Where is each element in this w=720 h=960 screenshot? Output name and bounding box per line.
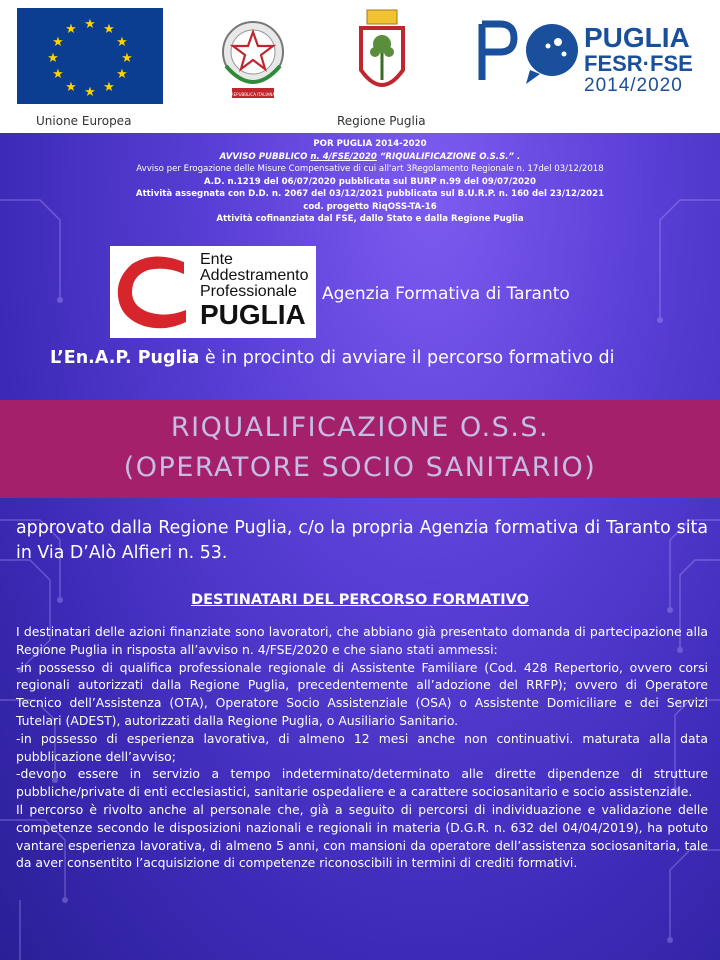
svg-text:★: ★: [84, 85, 96, 100]
fesr-fse: FESR·FSE: [584, 51, 693, 76]
enap-text: [200, 252, 309, 330]
svg-text:★: ★: [103, 80, 115, 95]
svg-text:★: ★: [65, 22, 77, 37]
regione-puglia-coat-icon: [357, 8, 407, 104]
course-title-line-1: RIQUALIFICAZIONE O.S.S.: [170, 412, 550, 443]
italian-republic-emblem-icon: [218, 8, 288, 104]
enap-logo: [110, 246, 316, 338]
logo-strip: [0, 0, 720, 133]
intro-line: [50, 348, 615, 368]
course-title-line-2: (OPERATORE SOCIO SANITARIO): [123, 452, 597, 483]
header-line-2: [60, 151, 680, 164]
fesr-years: 2014/2020: [584, 75, 683, 96]
header-line-1: POR PUGLIA 2014-2020: [313, 139, 427, 149]
italian-seal-text: REPUBBLICA ITALIANA: [230, 92, 276, 97]
svg-text:★: ★: [47, 51, 59, 66]
recipients-body: [16, 623, 708, 872]
header-notice: [60, 138, 680, 226]
body-paragraph: Il percorso è rivolto anche al personale che, già a seguito di percorsi di individuazione e validazione delle competenze secondo le disposizioni nazionali e regionali in materia (D.G.R. n. 632 del 04/04/2019), ha potuto vantare esperienza lavorativa, di almeno 5 anni, con mansioni da operatore dell’assistenza sociosanitaria, tale da aver consentito l’acquisizione di competenze riconoscibili in termini di crediti formativi.: [16, 801, 708, 871]
header-line-2-prefix: AVVISO PUBBLICO: [219, 151, 311, 162]
fesr-text-block: [584, 24, 693, 96]
svg-text:★: ★: [103, 22, 115, 37]
section-title: DESTINATARI DEL PERCORSO FORMATIVO: [191, 592, 529, 608]
body-paragraph: -in possesso di qualifica professionale regionale di Assistente Familiare (Cod. 428 Repertorio, ovvero corsi regionali autorizzati dalla Regione Puglia, precedentemente all’adozione del RRFP); ovvero di Operatore Tecnico dell’Assistenza (OTA), Operatore Socio Assistenziale (OSA) o Assistente Domiciliare e dei Servizi Tutelari (ADEST), autorizzati dalla Regione Puglia, o Ausiliario Sanitario.: [16, 659, 708, 728]
header-line-5: Attività assegnata con D.D. n. 2067 del 03/12/2021 pubblicata sul B.U.R.P. n. 160 del 23/12/2021: [135, 189, 605, 199]
header-line-2-suffix: “RIQUALIFICAZIONE O.S.S.” .: [376, 151, 521, 162]
course-title-banner: [0, 400, 720, 498]
svg-text:★: ★: [84, 17, 96, 32]
header-line-4: A.D. n.1219 del 06/07/2020 pubblicata sul BURP n.99 del 09/07/2020: [203, 176, 536, 187]
body-paragraph: -devono essere in servizio a tempo indeterminato/determinato alle dirette dipendenze di strutture pubbliche/private di enti ecclesiastici, sanitarie ospedaliere e a carattere sociosanitario e socio assistenziale.: [16, 766, 708, 800]
intro-rest: è in procinto di avviare il percorso formativo di: [199, 348, 615, 368]
enap-line-2: Addestramento: [200, 267, 309, 284]
enap-badge-text: ENAP: [132, 285, 172, 301]
enap-c-emblem-icon: [114, 252, 192, 332]
fesr-puglia: PUGLIA: [584, 22, 690, 53]
body-paragraph: -in possesso di esperienza lavorativa, di almeno 12 mesi anche non continuativi. maturata alla data pubblicazione dell’avviso;: [16, 730, 708, 764]
body-paragraph: I destinatari delle azioni finanziate sono lavoratori, che abbiano già presentato domanda di partecipazione alla Regione Puglia in risposta all’avviso n. 4/FSE/2020 e che siano stati ammessi:: [16, 624, 708, 657]
approval-paragraph: approvato dalla Regione Puglia, c/o la propria Agenzia formativa di Taranto sita in Via D’Alò Alfieri n. 53.: [16, 518, 708, 563]
svg-text:★: ★: [116, 35, 128, 50]
intro-organization: L’En.A.P. Puglia: [50, 348, 200, 368]
svg-text:★: ★: [65, 80, 77, 95]
svg-text:★: ★: [52, 67, 64, 82]
eu-flag-icon: [17, 8, 163, 104]
eu-label: Unione Europea: [36, 114, 132, 128]
header-line-7: Attività cofinanziata dal FSE, dallo Stato e dalla Regione Puglia: [216, 214, 524, 224]
agency-label: Agenzia Formativa di Taranto: [322, 284, 570, 304]
svg-text:★: ★: [121, 51, 133, 66]
puglia-fesr-fse-logo-icon: [478, 20, 578, 90]
header-line-6: cod. progetto RiqOSS-TA-16: [303, 201, 437, 212]
header-line-3: Avviso per Erogazione delle Misure Compensative di cui all'art 3Regolamento Regionale n. 17del 03/12/2018: [136, 164, 604, 174]
svg-text:★: ★: [52, 35, 64, 50]
svg-text:★: ★: [116, 67, 128, 82]
regione-puglia-label: Regione Puglia: [337, 114, 426, 128]
enap-line-1: Ente: [200, 251, 233, 268]
header-line-2-link[interactable]: n. 4/FSE/2020: [310, 151, 377, 162]
enap-line-4: PUGLIA: [200, 299, 306, 330]
enap-line-3: Professionale: [200, 283, 297, 300]
